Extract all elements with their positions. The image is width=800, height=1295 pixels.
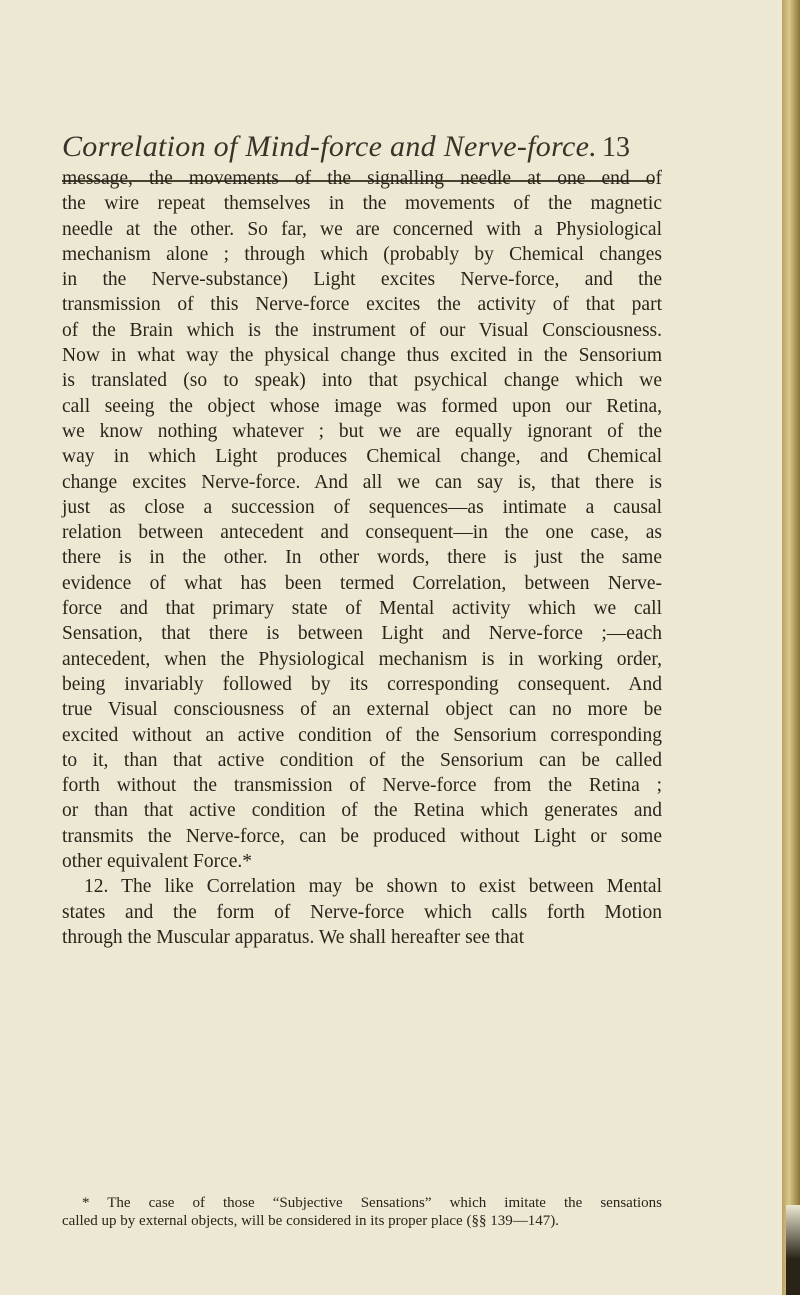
page-number: 13 — [602, 132, 630, 163]
text-line: force and that primary state of Mental activity which we call — [62, 598, 662, 620]
text-line: being invariably followed by its corresponding consequent. And — [62, 673, 662, 695]
text-line: called up by external objects, will be considered in its proper place (§§ 139—147). — [62, 1213, 559, 1229]
text-line: to it, than that active condition of the Sensorium can be called — [62, 749, 662, 771]
body-text — [62, 166, 662, 950]
text-line: states and the form of Nerve-force which calls forth Motion — [62, 901, 662, 923]
book-edge-shadow — [786, 1205, 800, 1295]
book-spine-edge — [782, 0, 800, 1295]
text-line: in the Nerve-substance) Light excites Nerve-force, and the — [62, 269, 662, 291]
text-line: change excites Nerve-force. And all we can say is, that there is — [62, 471, 662, 493]
text-line: relation between antecedent and consequent—in the one case, as — [62, 522, 662, 544]
text-line: transmits the Nerve-force, can be produced without Light or some — [62, 825, 662, 847]
text-line: way in which Light produces Chemical change, and Chemical — [62, 446, 662, 468]
text-line: true Visual consciousness of an external object can no more be — [62, 699, 662, 721]
text-line: evidence of what has been termed Correlation, between Nerve- — [62, 572, 662, 594]
text-line: forth without the transmission of Nerve-force from the Retina ; — [62, 775, 662, 797]
text-line: * The case of those “Subjective Sensations” which imitate the sensations — [82, 1195, 662, 1211]
text-line: there is in the other. In other words, there is just the same — [62, 547, 662, 569]
text-line: we know nothing whatever ; but we are equally ignorant of the — [62, 420, 662, 442]
text-line: of the Brain which is the instrument of our Visual Consciousness. — [62, 319, 662, 341]
text-line: call seeing the object whose image was formed upon our Retina, — [62, 395, 662, 417]
text-line: Sensation, that there is between Light and Nerve-force ;—each — [62, 623, 662, 645]
text-line: just as close a succession of sequences—as intimate a causal — [62, 496, 662, 518]
text-line: is translated (so to speak) into that psychical change which we — [62, 370, 662, 392]
page-header — [62, 130, 662, 170]
running-head: Correlation of Mind-force and Nerve-force. — [62, 130, 597, 163]
text-line: the wire repeat themselves in the movements of the magnetic — [62, 193, 662, 215]
text-line: transmission of this Nerve-force excites the activity of that part — [62, 294, 662, 316]
text-line: or than that active condition of the Retina which generates and — [62, 800, 662, 822]
text-line: Now in what way the physical change thus excited in the Sensorium — [62, 345, 662, 367]
footnote — [62, 1194, 662, 1230]
text-line: 12. The like Correlation may be shown to exist between Mental — [84, 876, 662, 898]
text-line: needle at the other. So far, we are concerned with a Physiological — [62, 218, 662, 240]
text-line: excited without an active condition of the Sensorium corresponding — [62, 724, 662, 746]
text-line: message, the movements of the signalling needle at one end of — [62, 168, 662, 189]
text-line: mechanism alone ; through which (probably by Chemical changes — [62, 243, 662, 265]
text-line: through the Muscular apparatus. We shall hereafter see that — [62, 926, 525, 948]
text-line: antecedent, when the Physiological mechanism is in working order, — [62, 648, 662, 670]
text-line: other equivalent Force.* — [62, 851, 253, 873]
